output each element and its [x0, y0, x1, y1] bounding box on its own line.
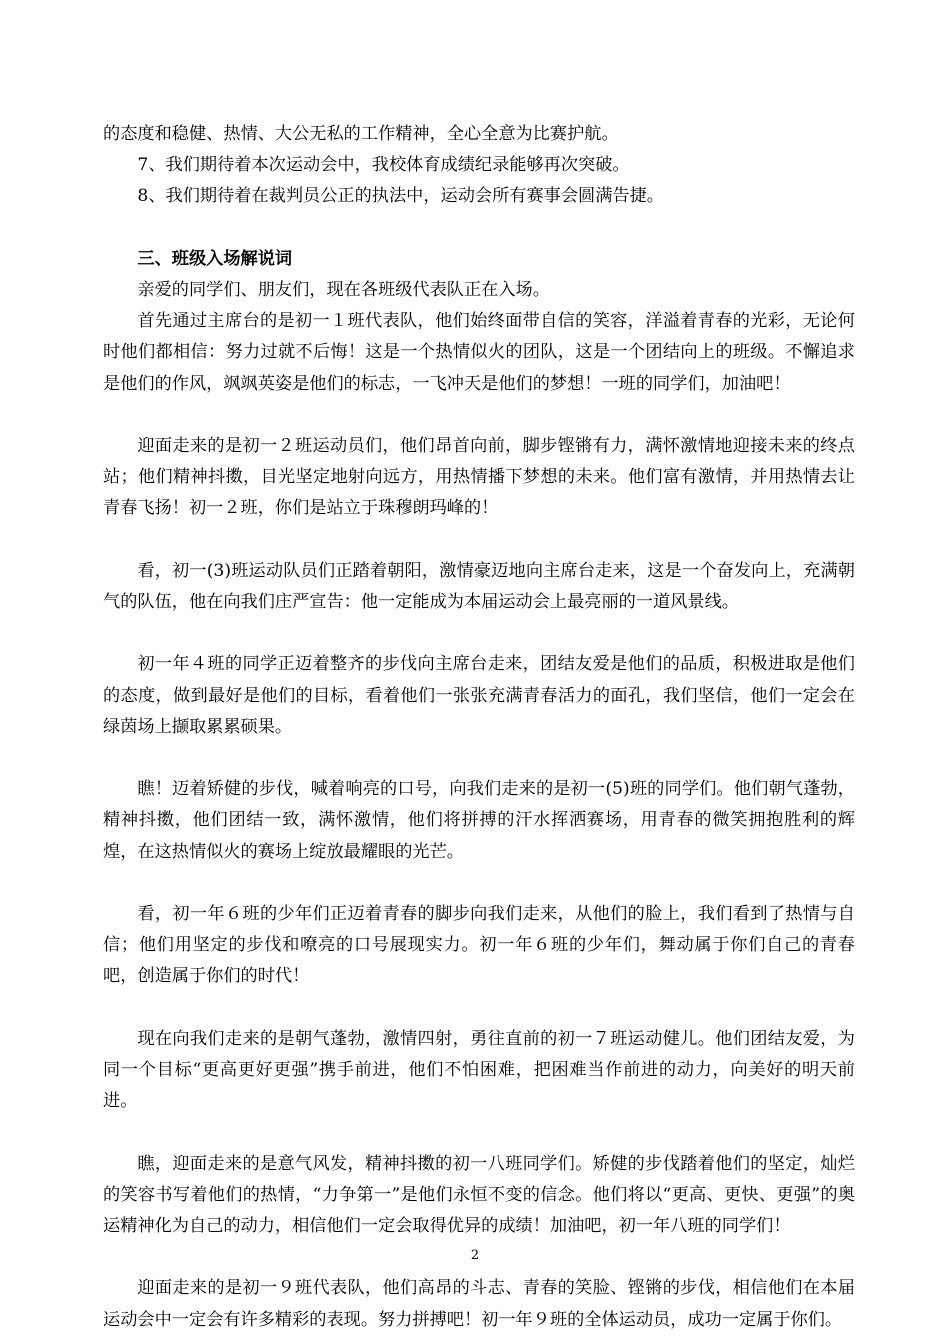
paragraph-class-1: 首先通过主席台的是初一１班代表队，他们始终面带自信的笑容，洋溢着青春的光彩，无论何时他们都相信：努力过就不后悔！这是一个热情似火的团队，这是一个团结向上的班级。不懈追求是他们的作风，飒飒英姿是他们的标志，一飞冲天是他们的梦想！一班的同学们，加油吧！ [103, 311, 855, 394]
document-body [103, 119, 855, 1336]
continued-line: 的态度和稳健、热情、大公无私的工作精神，全心全意为比赛护航。 [103, 124, 619, 144]
paragraph-class-7: 现在向我们走来的是朝气蓬勃，激情四射，勇往直前的初一７班运动健儿。他们团结友爱，为同一个目标“更高更好更强”携手前进，他们不怕困难，把困难当作前进的动力，向美好的明天前进。 [103, 1028, 855, 1112]
paragraph-class-9: 迎面走来的是初一９班代表队，他们高昂的斗志、青春的笑脸、铿锵的步伐，相信他们在本届运动会中一定会有许多精彩的表现。努力拼搏吧！初一年９班的全体运动员，成功一定属于你们。 [103, 1278, 855, 1330]
list-item-8: 8、我们期待着在裁判员公正的执法中，运动会所有赛事会圆满告捷。 [137, 186, 664, 207]
page-number: 2 [470, 1248, 480, 1263]
paragraph-class-8: 瞧，迎面走来的是意气风发，精神抖擞的初一八班同学们。矫健的步伐踏着他们的坚定，灿烂的笑容书写着他们的热情，“力争第一”是他们永恒不变的信念。他们将以“更高、更快、更强”的奥运精神化为自己的动力，相信他们一定会取得优异的成绩！加油吧，初一年八班的同学们！ [103, 1153, 855, 1236]
paragraph-class-3: 看，初一(3)班运动队员们正踏着朝阳，激情豪迈地向主席台走来，这是一个奋发向上，充满朝气的队伍，他在向我们庄严宣告：他一定能成为本届运动会上最亮丽的一道风景线。 [103, 560, 855, 612]
paragraph-intro: 亲爱的同学们、朋友们，现在各班级代表队正在入场。 [137, 280, 550, 300]
section-heading: 三、班级入场解说词 [137, 248, 293, 269]
list-item-7: 7、我们期待着本次运动会中，我校体育成绩纪录能够再次突破。 [137, 155, 630, 176]
paragraph-class-6: 看，初一年６班的少年们正迈着青春的脚步向我们走来，从他们的脸上，我们看到了热情与自信；他们用坚定的步伐和嘹亮的口号展现实力。初一年６班的少年们，舞动属于你们自己的青春吧，创造属于你们的时代！ [103, 903, 855, 987]
paragraph-class-2: 迎面走来的是初一２班运动员们，他们昂首向前，脚步铿锵有力，满怀激情地迎接未来的终点站；他们精神抖擞，目光坚定地射向远方，用热情播下梦想的未来。他们富有激情，并用热情去让青春飞扬！初一２班，你们是站立于珠穆朗玛峰的！ [103, 436, 855, 519]
paragraph-class-5: 瞧！迈着矫健的步伐，喊着响亮的口号，向我们走来的是初一(5)班的同学们。他们朝气蓬勃，精神抖擞，他们团结一致，满怀激情，他们将拼搏的汗水挥洒赛场，用青春的微笑拥抱胜利的辉煌，在这热情似火的赛场上绽放最耀眼的光芒。 [103, 779, 855, 862]
paragraph-class-4: 初一年４班的同学正迈着整齐的步伐向主席台走来，团结友爱是他们的品质，积极进取是他们的态度，做到最好是他们的目标，看着他们一张张充满青春活力的面孔，我们坚信，他们一定会在绿茵场上撷取累累硕果。 [103, 654, 855, 737]
